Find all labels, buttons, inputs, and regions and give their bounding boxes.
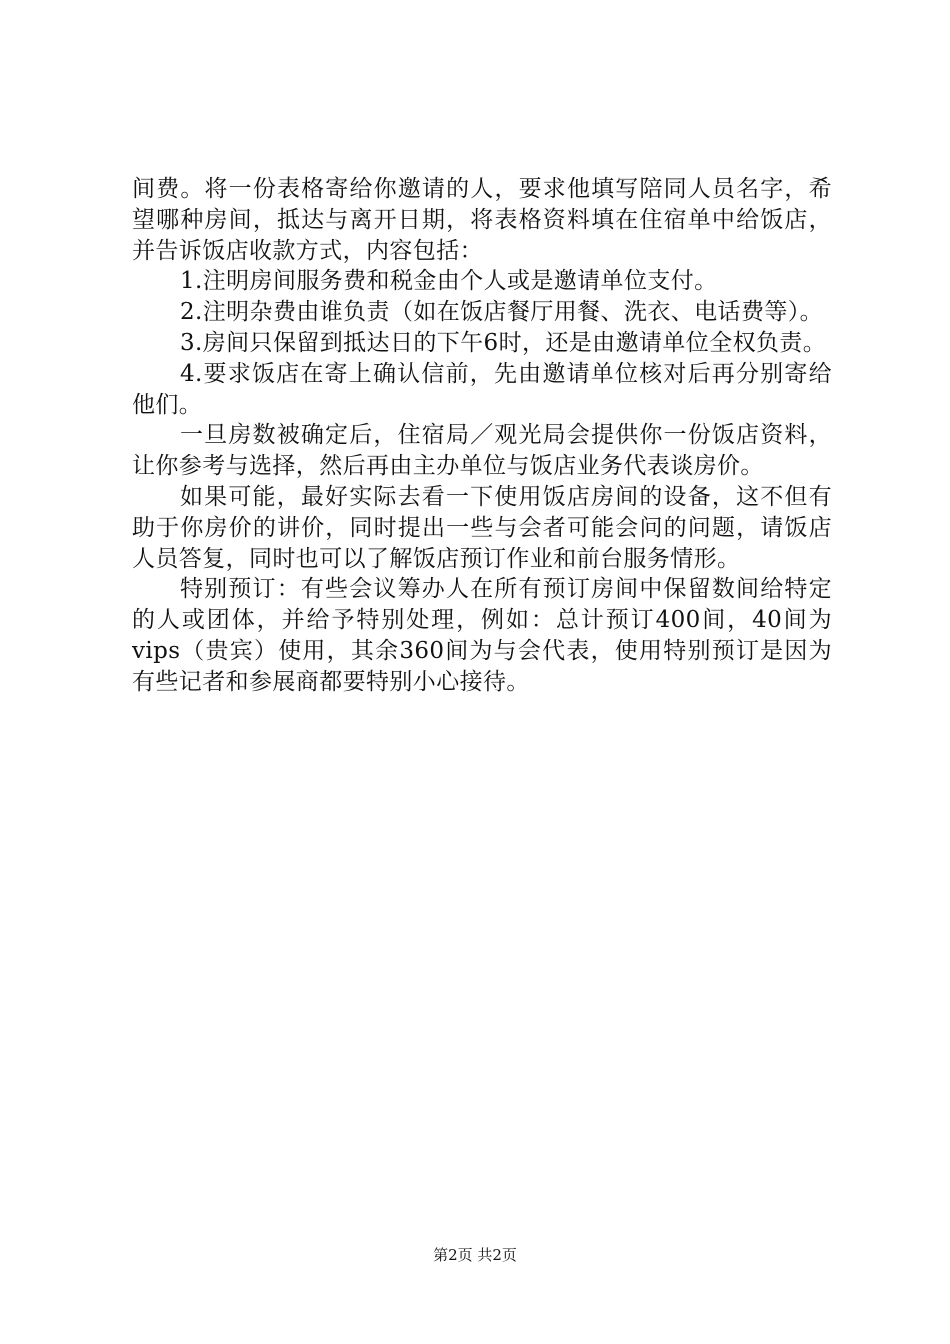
page-footer: 第2页 共2页 <box>433 1246 517 1264</box>
paragraph-site-visit: 如果可能，最好实际去看一下使用饭店房间的设备，这不但有助于你房价的讲价，同时提出一些与会者可能会问的问题，请饭店人员答复，同时也可以了解饭店预订作业和前台服务情形。 <box>132 483 832 572</box>
document-body <box>132 174 832 698</box>
list-item-2: 2.注明杂费由谁负责（如在饭店餐厅用餐、洗衣、电话费等）。 <box>180 299 824 326</box>
list-item-4: 4.要求饭店在寄上确认信前，先由邀请单位核对后再分别寄给他们。 <box>132 360 832 418</box>
paragraph-special-reservation: 特别预订：有些会议筹办人在所有预订房间中保留数间给特定的人或团体，并给予特别处理，例如：总计预订400间，40间为vips（贵宾）使用，其余360间为与会代表，使用特别预订是因为有些记者和参展商都要特别小心接待。 <box>132 576 832 695</box>
paragraph-room-count: 一旦房数被确定后，住宿局／观光局会提供你一份饭店资料，让你参考与选择，然后再由主办单位与饭店业务代表谈房价。 <box>132 422 832 480</box>
list-item-1: 1.注明房间服务费和税金由个人或是邀请单位支付。 <box>180 268 718 295</box>
paragraph-continuation: 间费。将一份表格寄给你邀请的人，要求他填写陪同人员名字，希望哪种房间，抵达与离开日期，将表格资料填在住宿单中给饭店，并告诉饭店收款方式，内容包括： <box>132 176 832 264</box>
list-item-3: 3.房间只保留到抵达日的下午6时，还是由邀请单位全权负责。 <box>180 329 827 356</box>
